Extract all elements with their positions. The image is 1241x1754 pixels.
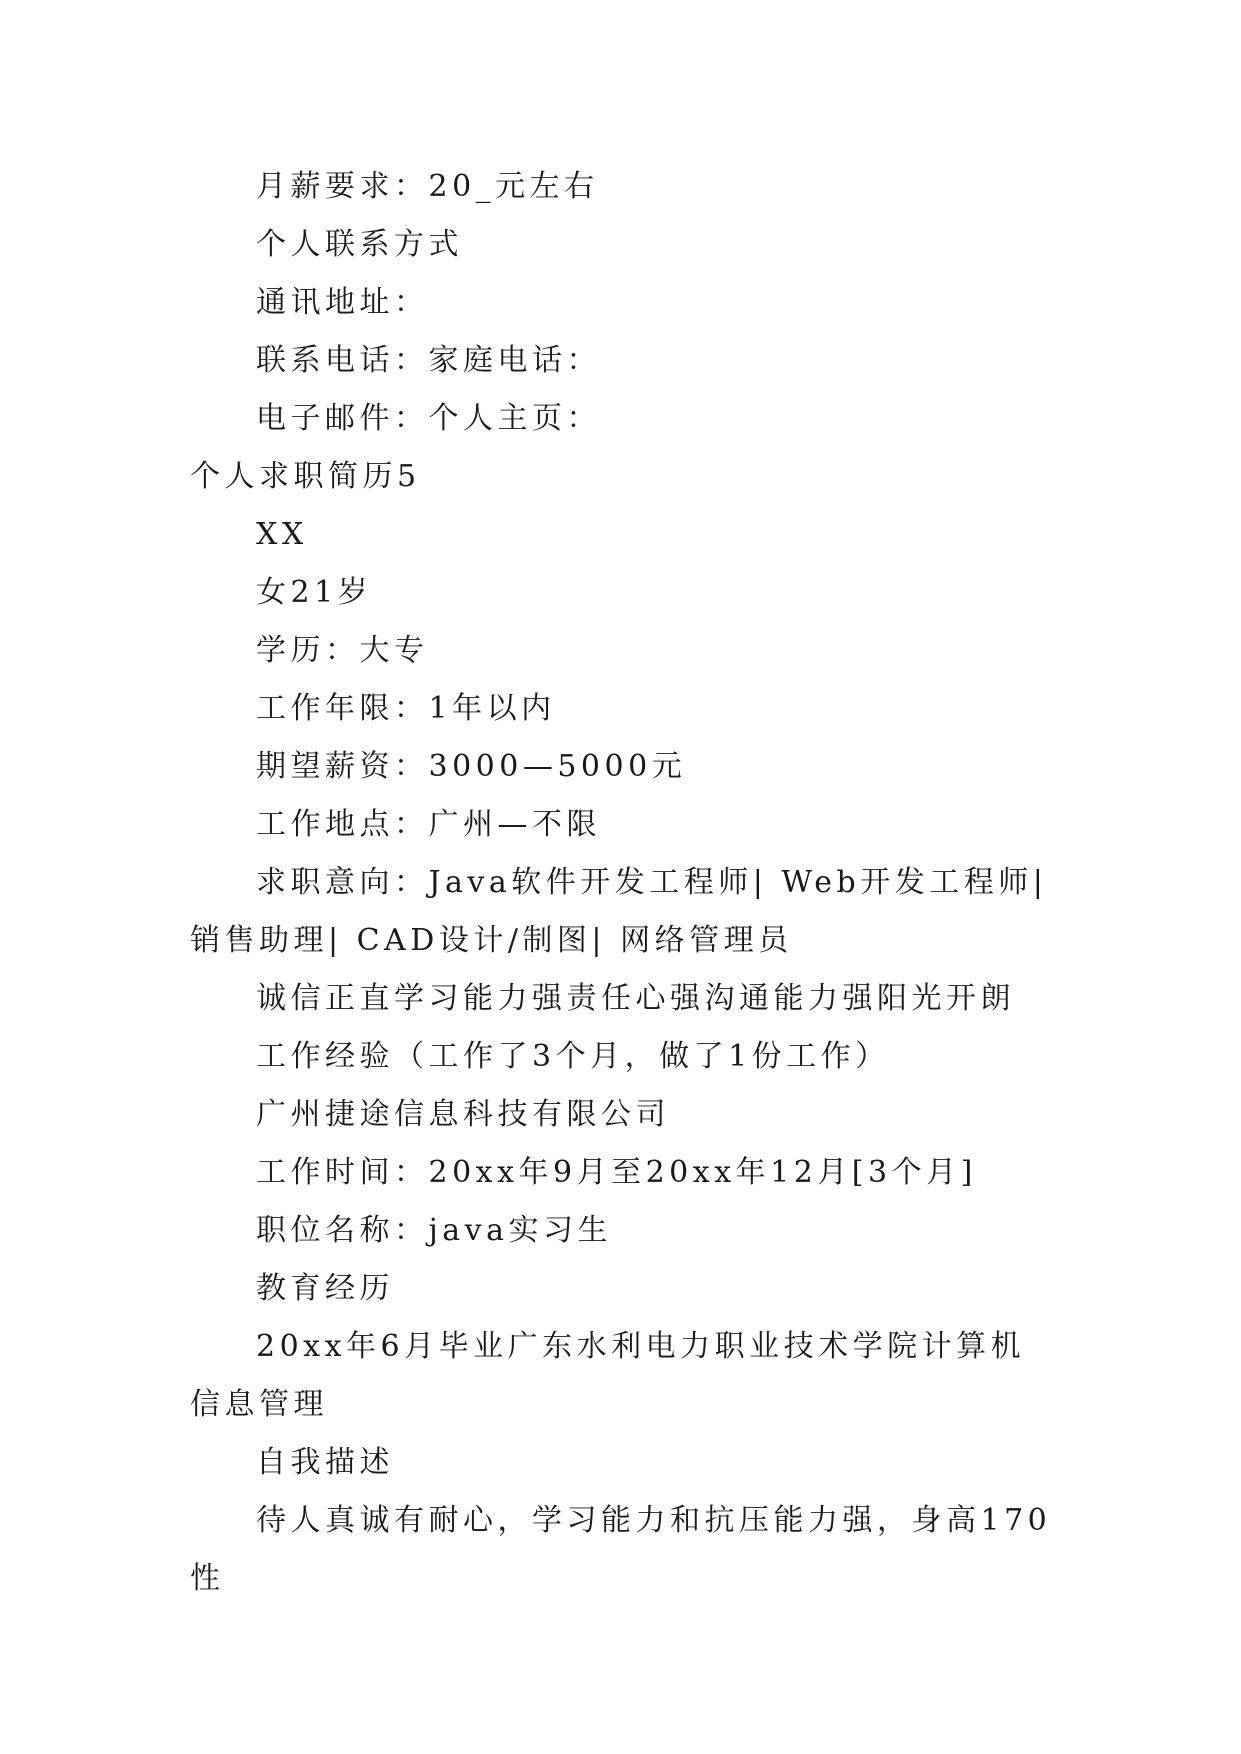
work-years: 工作年限：1年以内 xyxy=(256,691,556,726)
resume-title: 个人求职简历5 xyxy=(190,459,421,494)
expected-salary: 期望薪资：3000—5000元 xyxy=(256,749,687,784)
company-name: 广州捷途信息科技有限公司 xyxy=(256,1097,670,1132)
job-intention: 求职意向：Java软件开发工程师| Web开发工程师|销售助理| CAD设计/制图| 网络管理员 xyxy=(190,865,1048,958)
work-experience-heading: 工作经验（工作了3个月，做了1份工作） xyxy=(256,1039,890,1074)
work-location: 工作地点：广州—不限 xyxy=(256,807,601,842)
self-description-heading: 自我描述 xyxy=(256,1445,394,1480)
mailing-address: 通讯地址： xyxy=(256,285,429,320)
applicant-name: XX xyxy=(256,517,308,552)
work-period: 工作时间：20xx年9月至20xx年12月[3个月] xyxy=(256,1155,977,1190)
education-level: 学历：大专 xyxy=(256,633,429,668)
education-entry: 20xx年6月毕业广东水利电力职业技术学院计算机信息管理 xyxy=(190,1329,1026,1422)
personal-traits: 诚信正直学习能力强责任心强沟通能力强阳光开朗 xyxy=(256,981,1015,1016)
salary-requirement: 月薪要求：20_元左右 xyxy=(256,169,599,204)
position-title: 职位名称：java实习生 xyxy=(256,1213,613,1248)
document-body xyxy=(190,158,1056,1608)
email-homepage: 电子邮件：个人主页： xyxy=(256,401,601,436)
contact-phone: 联系电话：家庭电话： xyxy=(256,343,601,378)
gender-age: 女21岁 xyxy=(256,575,373,610)
contact-heading: 个人联系方式 xyxy=(256,227,463,262)
self-description-text: 待人真诚有耐心，学习能力和抗压能力强，身高170性 xyxy=(190,1503,1052,1596)
education-heading: 教育经历 xyxy=(256,1271,394,1306)
